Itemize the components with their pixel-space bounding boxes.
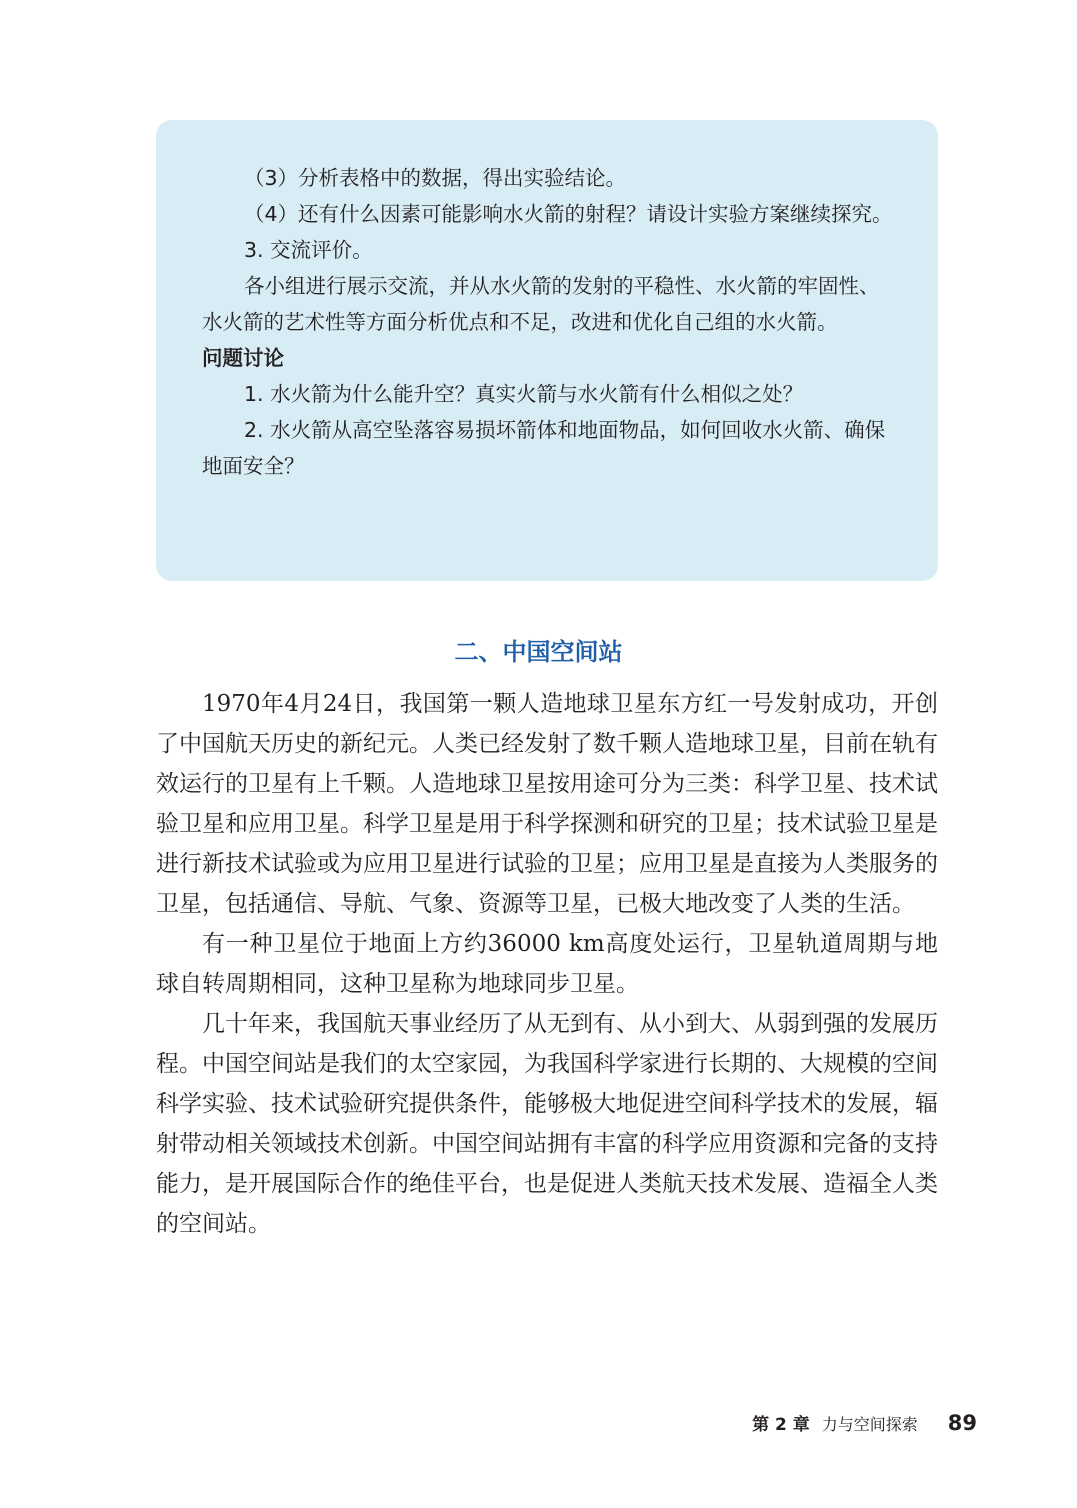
activity-item-exchange: 3. 交流评价。: [244, 238, 373, 262]
activity-step-3: （3）分析表格中的数据，得出实验结论。: [244, 166, 627, 190]
activity-box: [156, 120, 938, 581]
activity-exchange-text: 各小组进行展示交流，并从水火箭的发射的平稳性、水火箭的牢固性、水火箭的艺术性等方面分析优点和不足，改进和优化自己组的水火箭。: [202, 274, 880, 334]
page-footer: [752, 1410, 977, 1435]
chapter-title: 力与空间探索: [821, 1415, 918, 1434]
body-paragraph-1: 1970年4月24日，我国第一颗人造地球卫星东方红一号发射成功，开创了中国航天历史的新纪元。人类已经发射了数千颗人造地球卫星，目前在轨有效运行的卫星有上千颗。人造地球卫星按用途可分为三类：科学卫星、技术试验卫星和应用卫星。科学卫星是用于科学探测和研究的卫星；技术试验卫星是进行新技术试验或为应用卫星进行试验的卫星；应用卫星是直接为人类服务的卫星，包括通信、导航、气象、资源等卫星，已极大地改变了人类的生活。: [156, 691, 938, 917]
body-paragraph-2: 有一种卫星位于地面上方约36000 km高度处运行，卫星轨道周期与地球自转周期相同，这种卫星称为地球同步卫星。: [156, 931, 938, 997]
chapter-label: 第 2 章: [752, 1415, 810, 1435]
section-title: 二、中国空间站: [454, 638, 623, 666]
discussion-question-1: 1. 水火箭为什么能升空？真实火箭与水火箭有什么相似之处？: [244, 382, 804, 406]
page-number: 89: [947, 1411, 977, 1435]
discussion-heading: 问题讨论: [202, 346, 284, 370]
discussion-question-2: 2. 水火箭从高空坠落容易损坏箭体和地面物品，如何回收水火箭、确保地面安全？: [202, 418, 886, 478]
body-paragraph-3: 几十年来，我国航天事业经历了从无到有、从小到大、从弱到强的发展历程。中国空间站是我们的太空家园，为我国科学家进行长期的、大规模的空间科学实验、技术试验研究提供条件，能够极大地促进空间科学技术的发展，辐射带动相关领域技术创新。中国空间站拥有丰富的科学应用资源和完备的支持能力，是开展国际合作的绝佳平台，也是促进人类航天技术发展、造福全人类的空间站。: [156, 1011, 938, 1237]
section-body: [156, 684, 938, 1244]
activity-step-4: （4）还有什么因素可能影响水火箭的射程？请设计实验方案继续探究。: [244, 202, 893, 226]
